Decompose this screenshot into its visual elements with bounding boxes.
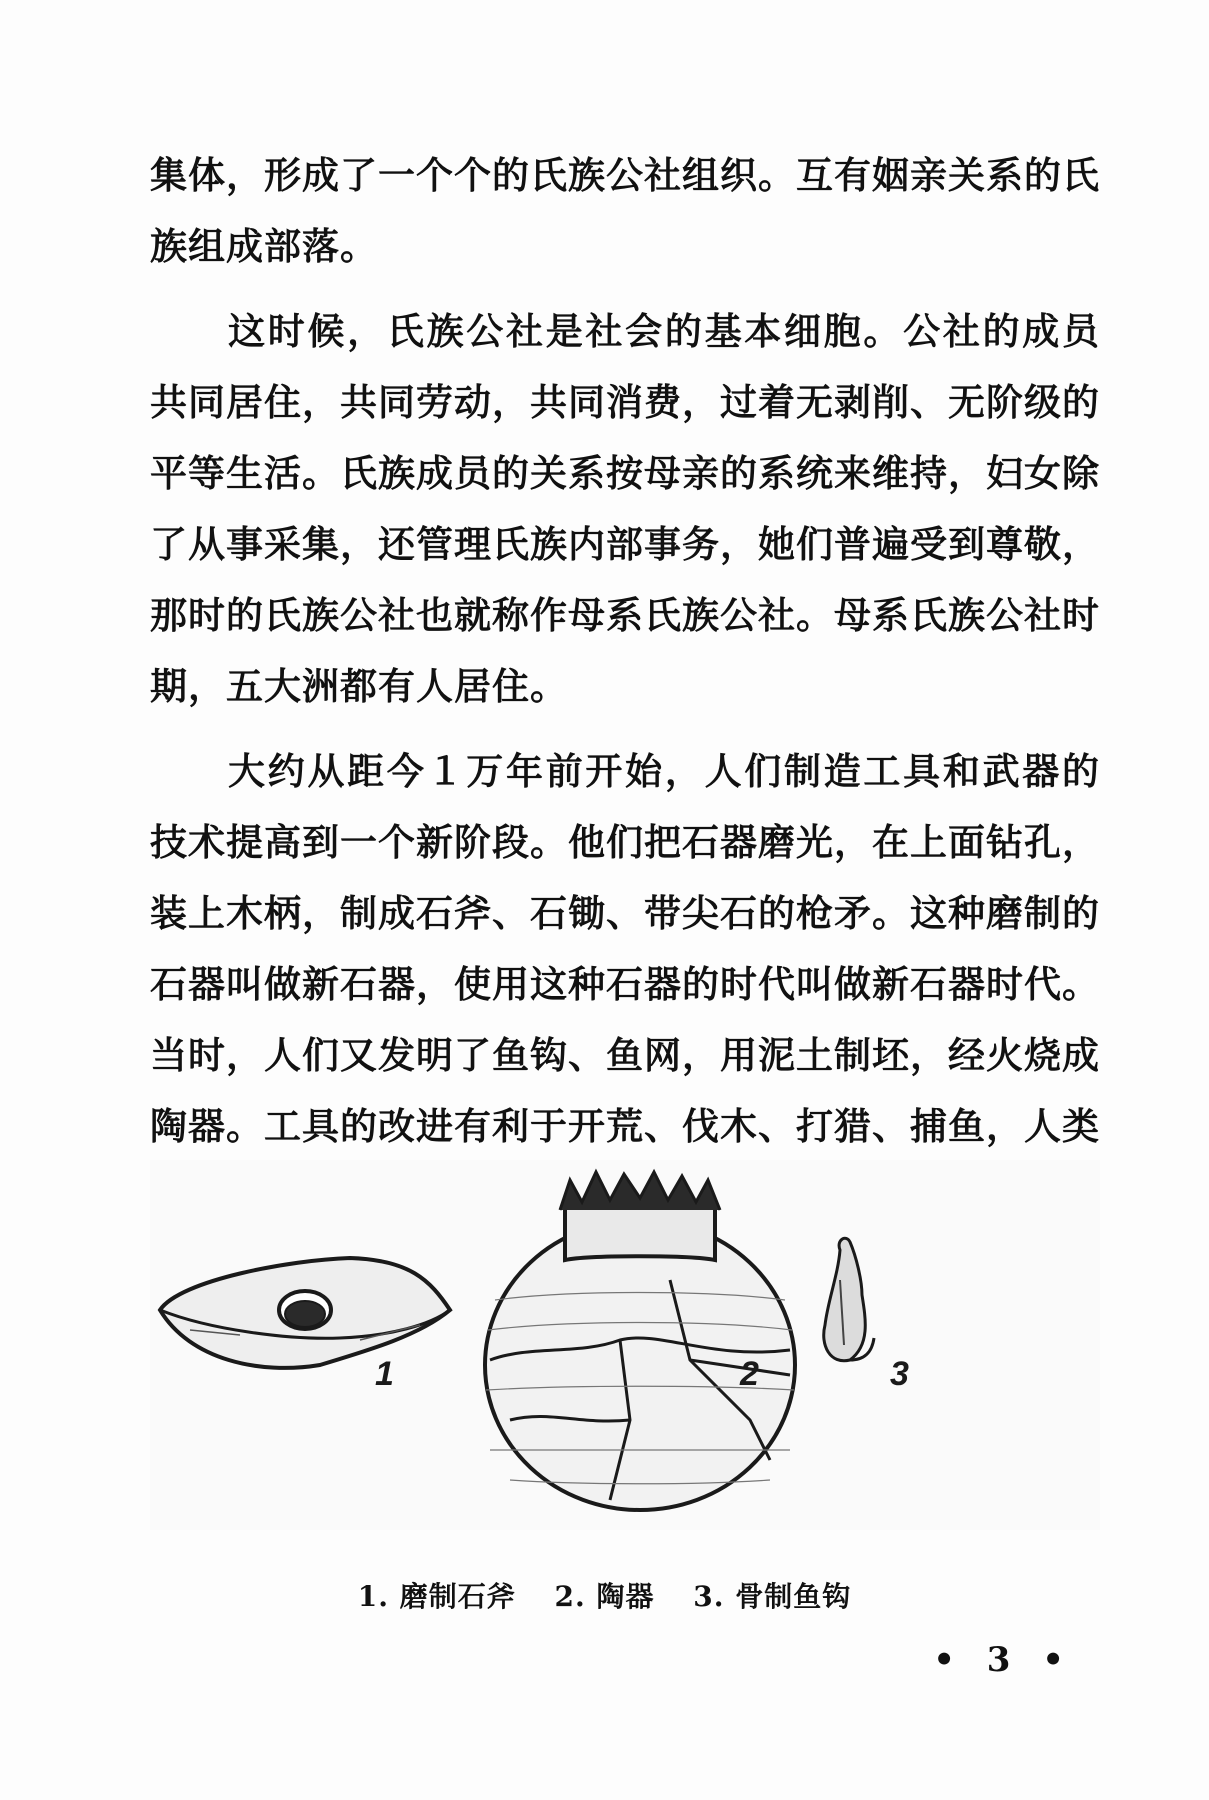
paragraph-clan-commune: 这时候，氏族公社是社会的基本细胞。公社的成员共同居住，共同劳动，共同消费，过着无剥削、无阶级的平等生活。氏族成员的关系按母亲的系统来维持，妇女除了从事采集，还管理氏族内部事务，她们普遍受到尊敬，那时的氏族公社也就称作母系氏族公社。母系氏族公社时期，五大洲都有人居住。: [150, 309, 1100, 708]
figure-caption: [0, 1575, 1209, 1615]
artifact-illustration: [150, 1160, 1100, 1530]
page-number: • 3 •: [933, 1640, 1074, 1680]
caption-fish-hook: 3. 骨制鱼钩: [693, 1580, 852, 1613]
body-text: [150, 140, 1100, 1247]
figure-label-2: 2: [740, 1355, 759, 1393]
paragraph-neolithic: 大约从距今１万年前开始，人们制造工具和武器的技术提高到一个新阶段。他们把石器磨光，在上面钻孔，装上木柄，制成石斧、石锄、带尖石的枪矛。这种磨制的石器叫做新石器，使用这种石器的时代叫做新石器时代。当时，人们又发明了鱼钩、鱼网，用泥土制坯，经火烧成陶器。工具的改进有利于开荒、伐木、打猎、捕鱼，人类: [150, 749, 1100, 1148]
caption-pottery: 2. 陶器: [554, 1580, 655, 1613]
paragraph-continuation: 集体，形成了一个个的氏族公社组织。互有姻亲关系的氏族组成部落。: [150, 153, 1100, 268]
figure-label-3: 3: [890, 1355, 909, 1393]
caption-stone-axe: 1. 磨制石斧: [357, 1580, 516, 1613]
figure-label-1: 1: [375, 1355, 394, 1393]
